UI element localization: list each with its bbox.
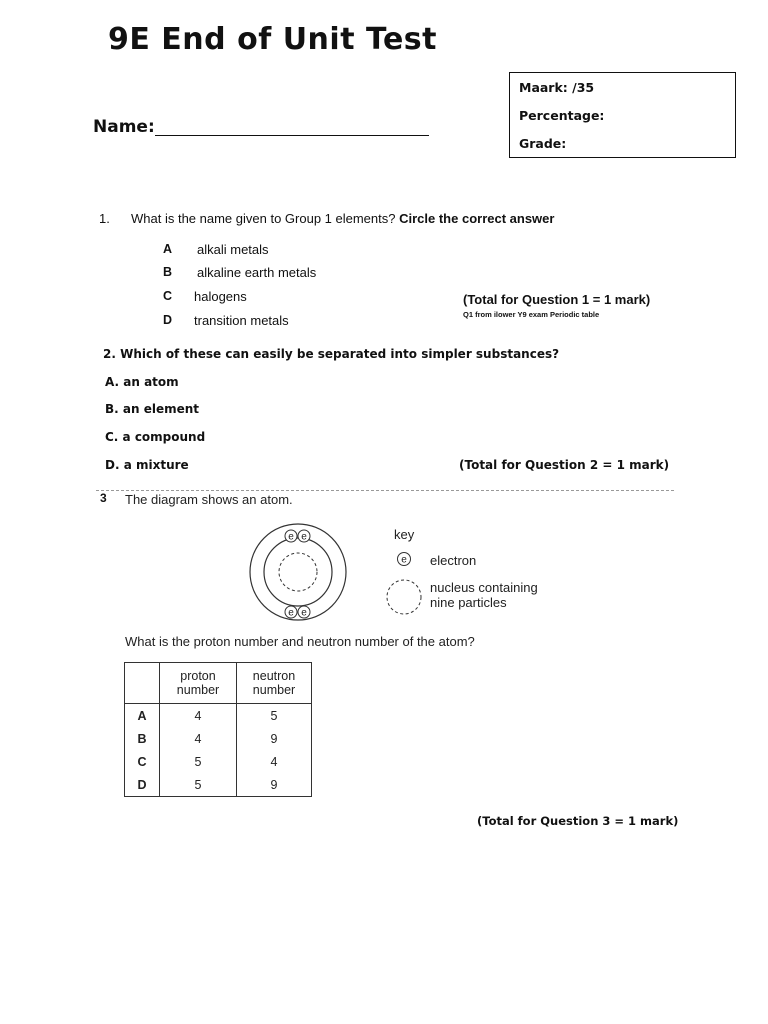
electron-bottom-left xyxy=(285,606,297,619)
table-row[interactable] xyxy=(125,727,312,750)
table-header-proton: proton number xyxy=(160,663,237,704)
inner-shell xyxy=(264,538,332,606)
table-row[interactable] xyxy=(125,704,312,728)
electron-bottom-right xyxy=(298,606,310,619)
proton-cell: 5 xyxy=(160,750,237,773)
row-letter: C xyxy=(125,750,160,773)
q1-question xyxy=(131,211,554,226)
neutron-cell: 4 xyxy=(237,750,312,773)
key-nucleus-label-1: nucleus containing xyxy=(430,580,538,595)
table-header-neutron: neutron number xyxy=(237,663,312,704)
q1-option-letter: D xyxy=(163,313,173,327)
table-row[interactable] xyxy=(125,773,312,797)
atom-diagram xyxy=(246,520,350,624)
proton-cell: 4 xyxy=(160,727,237,750)
q1-option-d[interactable]: transition metals xyxy=(194,313,289,328)
proton-cell: 5 xyxy=(160,773,237,797)
q2-option-d[interactable]: D. a mixture xyxy=(105,458,189,472)
key-nucleus-icon xyxy=(385,578,423,616)
q2-option-b[interactable]: B. an element xyxy=(105,402,200,416)
table-header-blank xyxy=(125,663,160,704)
q1-option-letter: B xyxy=(163,265,173,279)
electron-top-left xyxy=(285,530,297,543)
key-electron-label: electron xyxy=(430,553,477,568)
q2-option-a[interactable]: A. an atom xyxy=(105,375,179,389)
q1-number: 1. xyxy=(99,211,110,226)
q3-answer-table xyxy=(124,662,312,797)
svg-text:e: e xyxy=(301,607,307,619)
name-field-line[interactable] xyxy=(155,135,429,136)
row-letter: D xyxy=(125,773,160,797)
table-row[interactable] xyxy=(125,750,312,773)
page-title: 9E End of Unit Test xyxy=(108,22,437,57)
key-nucleus-label-2: nine particles xyxy=(430,595,507,610)
table-header-row xyxy=(125,663,312,704)
q3-question: What is the proton number and neutron number of the atom? xyxy=(125,634,475,649)
q2-question: 2. Which of these can easily be separated into simpler substances? xyxy=(103,347,560,361)
row-letter: A xyxy=(125,704,160,728)
q1-option-c[interactable]: halogens xyxy=(194,289,247,304)
svg-text:e: e xyxy=(301,531,307,543)
q1-source-note: Q1 from ilower Y9 exam Periodic table xyxy=(463,310,600,319)
neutron-cell: 5 xyxy=(237,704,312,728)
q2-total: (Total for Question 2 = 1 mark) xyxy=(459,458,670,472)
q1-option-letter: A xyxy=(163,242,173,256)
q3-total: (Total for Question 3 = 1 mark) xyxy=(477,814,679,828)
q1-option-letter: C xyxy=(163,289,173,303)
mark-row: Maark: /35 xyxy=(519,80,595,95)
key-electron-icon xyxy=(396,551,412,567)
name-label: Name: xyxy=(93,117,155,137)
q2-option-c[interactable]: C. a compound xyxy=(105,430,206,444)
nucleus xyxy=(279,553,317,591)
grade-row: Grade: xyxy=(519,136,567,151)
q1-question-text: What is the name given to Group 1 elements? xyxy=(131,211,396,226)
percentage-row: Percentage: xyxy=(519,108,605,123)
row-letter: B xyxy=(125,727,160,750)
svg-text:e: e xyxy=(401,554,407,566)
mark-box xyxy=(509,72,736,158)
proton-cell: 4 xyxy=(160,704,237,728)
q3-number: 3 xyxy=(100,491,107,505)
key-title: key xyxy=(394,527,415,542)
electron-top-right xyxy=(298,530,310,543)
q1-instruction: Circle the correct answer xyxy=(399,211,555,226)
divider xyxy=(96,490,674,491)
neutron-cell: 9 xyxy=(237,773,312,797)
neutron-cell: 9 xyxy=(237,727,312,750)
svg-text:e: e xyxy=(288,607,294,619)
q1-option-b[interactable]: alkaline earth metals xyxy=(197,265,317,280)
q3-intro: The diagram shows an atom. xyxy=(125,492,293,507)
q1-option-a[interactable]: alkali metals xyxy=(197,242,269,257)
q1-total: (Total for Question 1 = 1 mark) xyxy=(463,292,651,307)
svg-text:e: e xyxy=(288,531,294,543)
